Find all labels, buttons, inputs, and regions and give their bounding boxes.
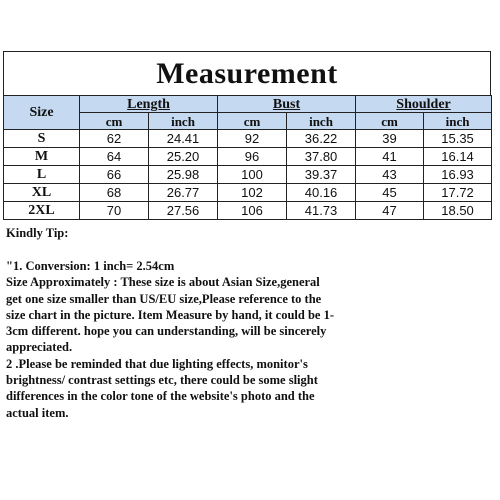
value-cell: 41 xyxy=(356,148,424,166)
value-cell: 36.22 xyxy=(287,130,356,148)
value-cell: 40.16 xyxy=(287,184,356,202)
value-cell: 70 xyxy=(80,202,149,220)
size-cell: S xyxy=(4,130,80,148)
unit-header: cm xyxy=(80,113,149,130)
table-row xyxy=(4,202,492,220)
value-cell: 39 xyxy=(356,130,424,148)
value-cell: 100 xyxy=(218,166,287,184)
size-chart xyxy=(3,51,491,220)
size-cell: XL xyxy=(4,184,80,202)
value-cell: 27.56 xyxy=(149,202,218,220)
header-group-row xyxy=(4,96,492,113)
size-cell: M xyxy=(4,148,80,166)
size-cell: L xyxy=(4,166,80,184)
note-line: 3cm different. hope you can understanding, will be sincerely xyxy=(6,324,327,339)
value-cell: 106 xyxy=(218,202,287,220)
notes-block xyxy=(6,258,496,421)
value-cell: 41.73 xyxy=(287,202,356,220)
value-cell: 16.14 xyxy=(424,148,492,166)
value-cell: 18.50 xyxy=(424,202,492,220)
value-cell: 37.80 xyxy=(287,148,356,166)
note-line: actual item. xyxy=(6,405,69,420)
value-cell: 66 xyxy=(80,166,149,184)
unit-header: cm xyxy=(218,113,287,130)
note-line: 2 .Please be reminded that due lighting effects, monitor's xyxy=(6,356,308,371)
size-cell: 2XL xyxy=(4,202,80,220)
unit-header: inch xyxy=(287,113,356,130)
value-cell: 96 xyxy=(218,148,287,166)
table-row xyxy=(4,184,492,202)
unit-header: cm xyxy=(356,113,424,130)
bust-header: Bust xyxy=(218,96,356,113)
value-cell: 62 xyxy=(80,130,149,148)
value-cell: 68 xyxy=(80,184,149,202)
value-cell: 47 xyxy=(356,202,424,220)
table-row xyxy=(4,166,492,184)
value-cell: 17.72 xyxy=(424,184,492,202)
value-cell: 45 xyxy=(356,184,424,202)
value-cell: 64 xyxy=(80,148,149,166)
value-cell: 25.20 xyxy=(149,148,218,166)
value-cell: 39.37 xyxy=(287,166,356,184)
table-row xyxy=(4,130,492,148)
note-line: differences in the color tone of the website's photo and the xyxy=(6,389,315,404)
value-cell: 92 xyxy=(218,130,287,148)
note-line: brightness/ contrast settings etc, there could be some slight xyxy=(6,373,318,388)
kindly-tip-heading: Kindly Tip: xyxy=(6,226,69,240)
value-cell: 43 xyxy=(356,166,424,184)
value-cell: 24.41 xyxy=(149,130,218,148)
value-cell: 16.93 xyxy=(424,166,492,184)
note-line: size chart in the picture. Item Measure by hand, it could be 1- xyxy=(6,307,334,322)
size-table xyxy=(3,95,492,220)
unit-header: inch xyxy=(424,113,492,130)
shoulder-header: Shoulder xyxy=(356,96,492,113)
note-line: get one size smaller than US/EU size,Please reference to the xyxy=(6,291,322,306)
note-line: appreciated. xyxy=(6,340,73,355)
value-cell: 102 xyxy=(218,184,287,202)
value-cell: 26.77 xyxy=(149,184,218,202)
table-row xyxy=(4,148,492,166)
length-header: Length xyxy=(80,96,218,113)
note-line: Size Approximately : These size is about Asian Size,general xyxy=(6,275,320,290)
chart-title: Measurement xyxy=(3,51,491,95)
size-header: Size xyxy=(4,96,80,130)
value-cell: 15.35 xyxy=(424,130,492,148)
unit-header: inch xyxy=(149,113,218,130)
note-line: "1. Conversion: 1 inch= 2.54cm xyxy=(6,259,175,273)
value-cell: 25.98 xyxy=(149,166,218,184)
